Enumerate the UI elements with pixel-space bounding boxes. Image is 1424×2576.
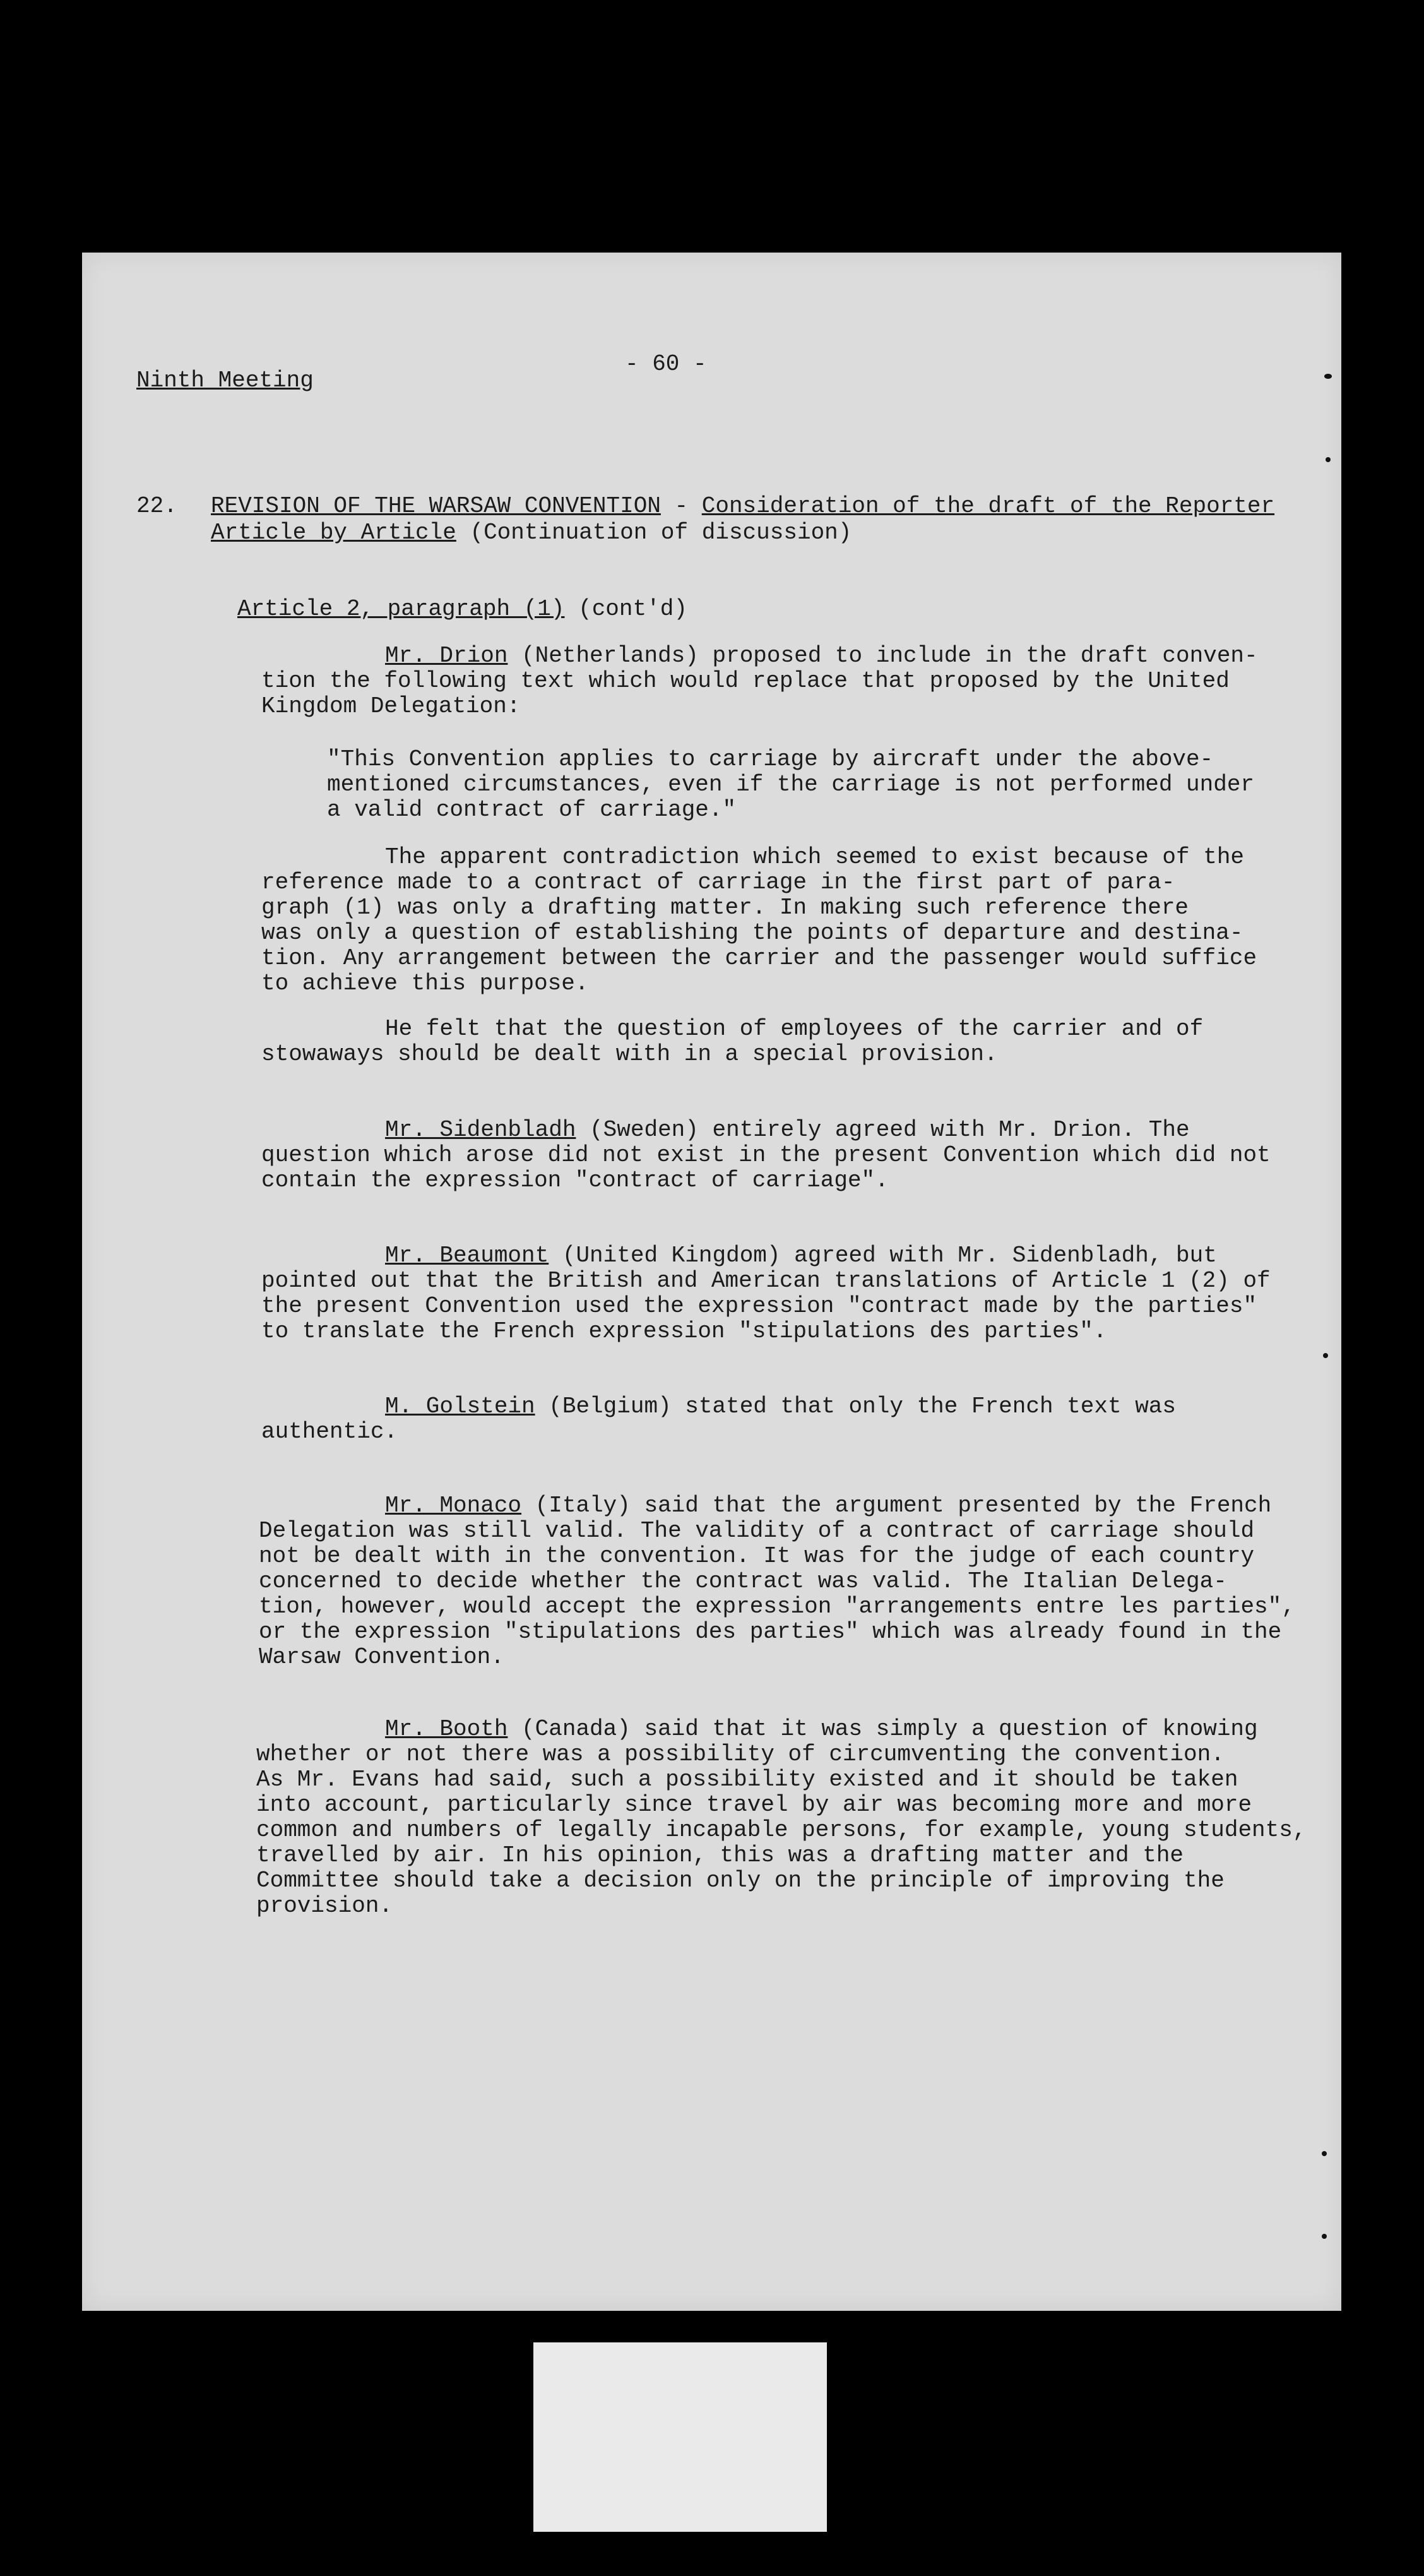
speaker-name: Mr. Beaumont [385,1243,549,1268]
text-line: provision. [256,1893,393,1919]
text-line: Warsaw Convention. [259,1644,504,1670]
speaker-name: Mr. Drion [385,643,508,669]
text-line: to translate the French expression "stipulations des parties". [261,1318,1107,1344]
text-line: to achieve this purpose. [261,970,589,996]
text-line: a valid contract of carriage." [327,797,737,823]
edge-mark [1322,2151,1327,2156]
edge-mark [1324,374,1332,379]
text-line: Committee should take a decision only on the principle of improving the [256,1868,1225,1893]
heading-part: REVISION OF THE WARSAW CONVENTION [211,493,661,519]
text-line: Kingdom Delegation: [261,693,521,719]
text-line: stowaways should be dealt with in a special provision. [261,1041,998,1067]
sidenbladh-paragraph [261,1118,1271,1193]
booth-paragraph [256,1717,1306,1919]
text-line: authentic. [261,1419,398,1445]
beaumont-paragraph [261,1243,1271,1344]
text-line: contain the expression "contract of carriage". [261,1167,889,1193]
text-line: He felt that the question of employees of the carrier and of [385,1016,1204,1042]
item-heading-line-2 [211,520,851,546]
item-heading-line-1 [211,494,1274,519]
heading-part: Consideration of the draft of the Reporter [701,493,1275,519]
text-line: Delegation was still valid. The validity of a contract of carriage should [259,1518,1255,1544]
text-line: tion the following text which would replace that proposed by the United [261,668,1230,694]
article-heading [237,597,687,622]
text-line: question which arose did not exist in the present Convention which did not [261,1142,1271,1168]
text-line: whether or not there was a possibility of circumventing the convention. [256,1741,1225,1767]
text-line: reference made to a contract of carriage in the first part of para- [261,869,1175,895]
text-line: The apparent contradiction which seemed to exist because of the [385,844,1245,870]
speaker-name: Mr. Sidenbladh [385,1117,576,1143]
edge-mark [1323,1353,1328,1358]
text-line: graph (1) was only a drafting matter. In making such reference there [261,895,1189,921]
text-line: travelled by air. In his opinion, this was a drafting matter and the [256,1842,1184,1868]
text-line: concerned to decide whether the contract was valid. The Italian Delega- [259,1568,1227,1594]
text-line: pointed out that the British and American translations of Article 1 (2) of [261,1268,1271,1294]
text-line: (Belgium) stated that only the French text was [535,1393,1177,1419]
text-line: (Italy) said that the argument presented by the French [521,1493,1272,1518]
text-line: (Netherlands) proposed to include in the draft conven- [507,643,1258,669]
heading-part: - [660,493,702,519]
heading-part: Article by Article [211,520,456,546]
item-number: 22. [136,493,177,519]
text-line: As Mr. Evans had said, such a possibility existed and it should be taken [256,1767,1238,1792]
edge-mark [1326,457,1331,462]
drion-paragraph [261,643,1258,719]
article-title-rest: (cont'd) [564,596,687,622]
text-line: tion. Any arrangement between the carrier and the passenger would suffice [261,945,1257,971]
text-line: common and numbers of legally incapable persons, for example, young students, [256,1817,1307,1843]
text-line: the present Convention used the expression "contract made by the parties" [261,1293,1257,1319]
text-line: into account, particularly since travel by air was becoming more and more [256,1792,1252,1818]
text-line: (Sweden) entirely agreed with Mr. Drion. The [576,1117,1190,1143]
edge-mark [1322,2234,1327,2239]
contradiction-paragraph [261,845,1257,996]
text-line: tion, however, would accept the expression "arrangements entre les parties", [259,1594,1295,1619]
meeting-label: Ninth Meeting [136,367,314,393]
text-line: not be dealt with in the convention. It was for the judge of each country [259,1543,1255,1569]
blank-slip [533,2342,827,2532]
text-line: (United Kingdom) agreed with Mr. Sidenbladh, but [549,1243,1217,1268]
golstein-paragraph [261,1394,1176,1445]
text-line: was only a question of establishing the points of departure and destina- [261,920,1243,946]
text-line: (Canada) said that it was simply a question of knowing [507,1716,1258,1742]
text-line: mentioned circumstances, even if the carriage is not performed under [327,772,1255,797]
article-title: Article 2, paragraph (1) [237,596,565,622]
monaco-paragraph [259,1493,1295,1670]
stowaways-paragraph [261,1017,1203,1067]
heading-part: (Continuation of discussion) [456,520,852,546]
quoted-text [327,747,1254,823]
text-line: or the expression "stipulations des parties" which was already found in the [259,1619,1282,1645]
page-number: - 60 - [625,351,707,377]
text-line: "This Convention applies to carriage by aircraft under the above- [327,746,1214,772]
speaker-name: Mr. Monaco [385,1493,522,1518]
speaker-name: M. Golstein [385,1393,535,1419]
speaker-name: Mr. Booth [385,1716,508,1742]
